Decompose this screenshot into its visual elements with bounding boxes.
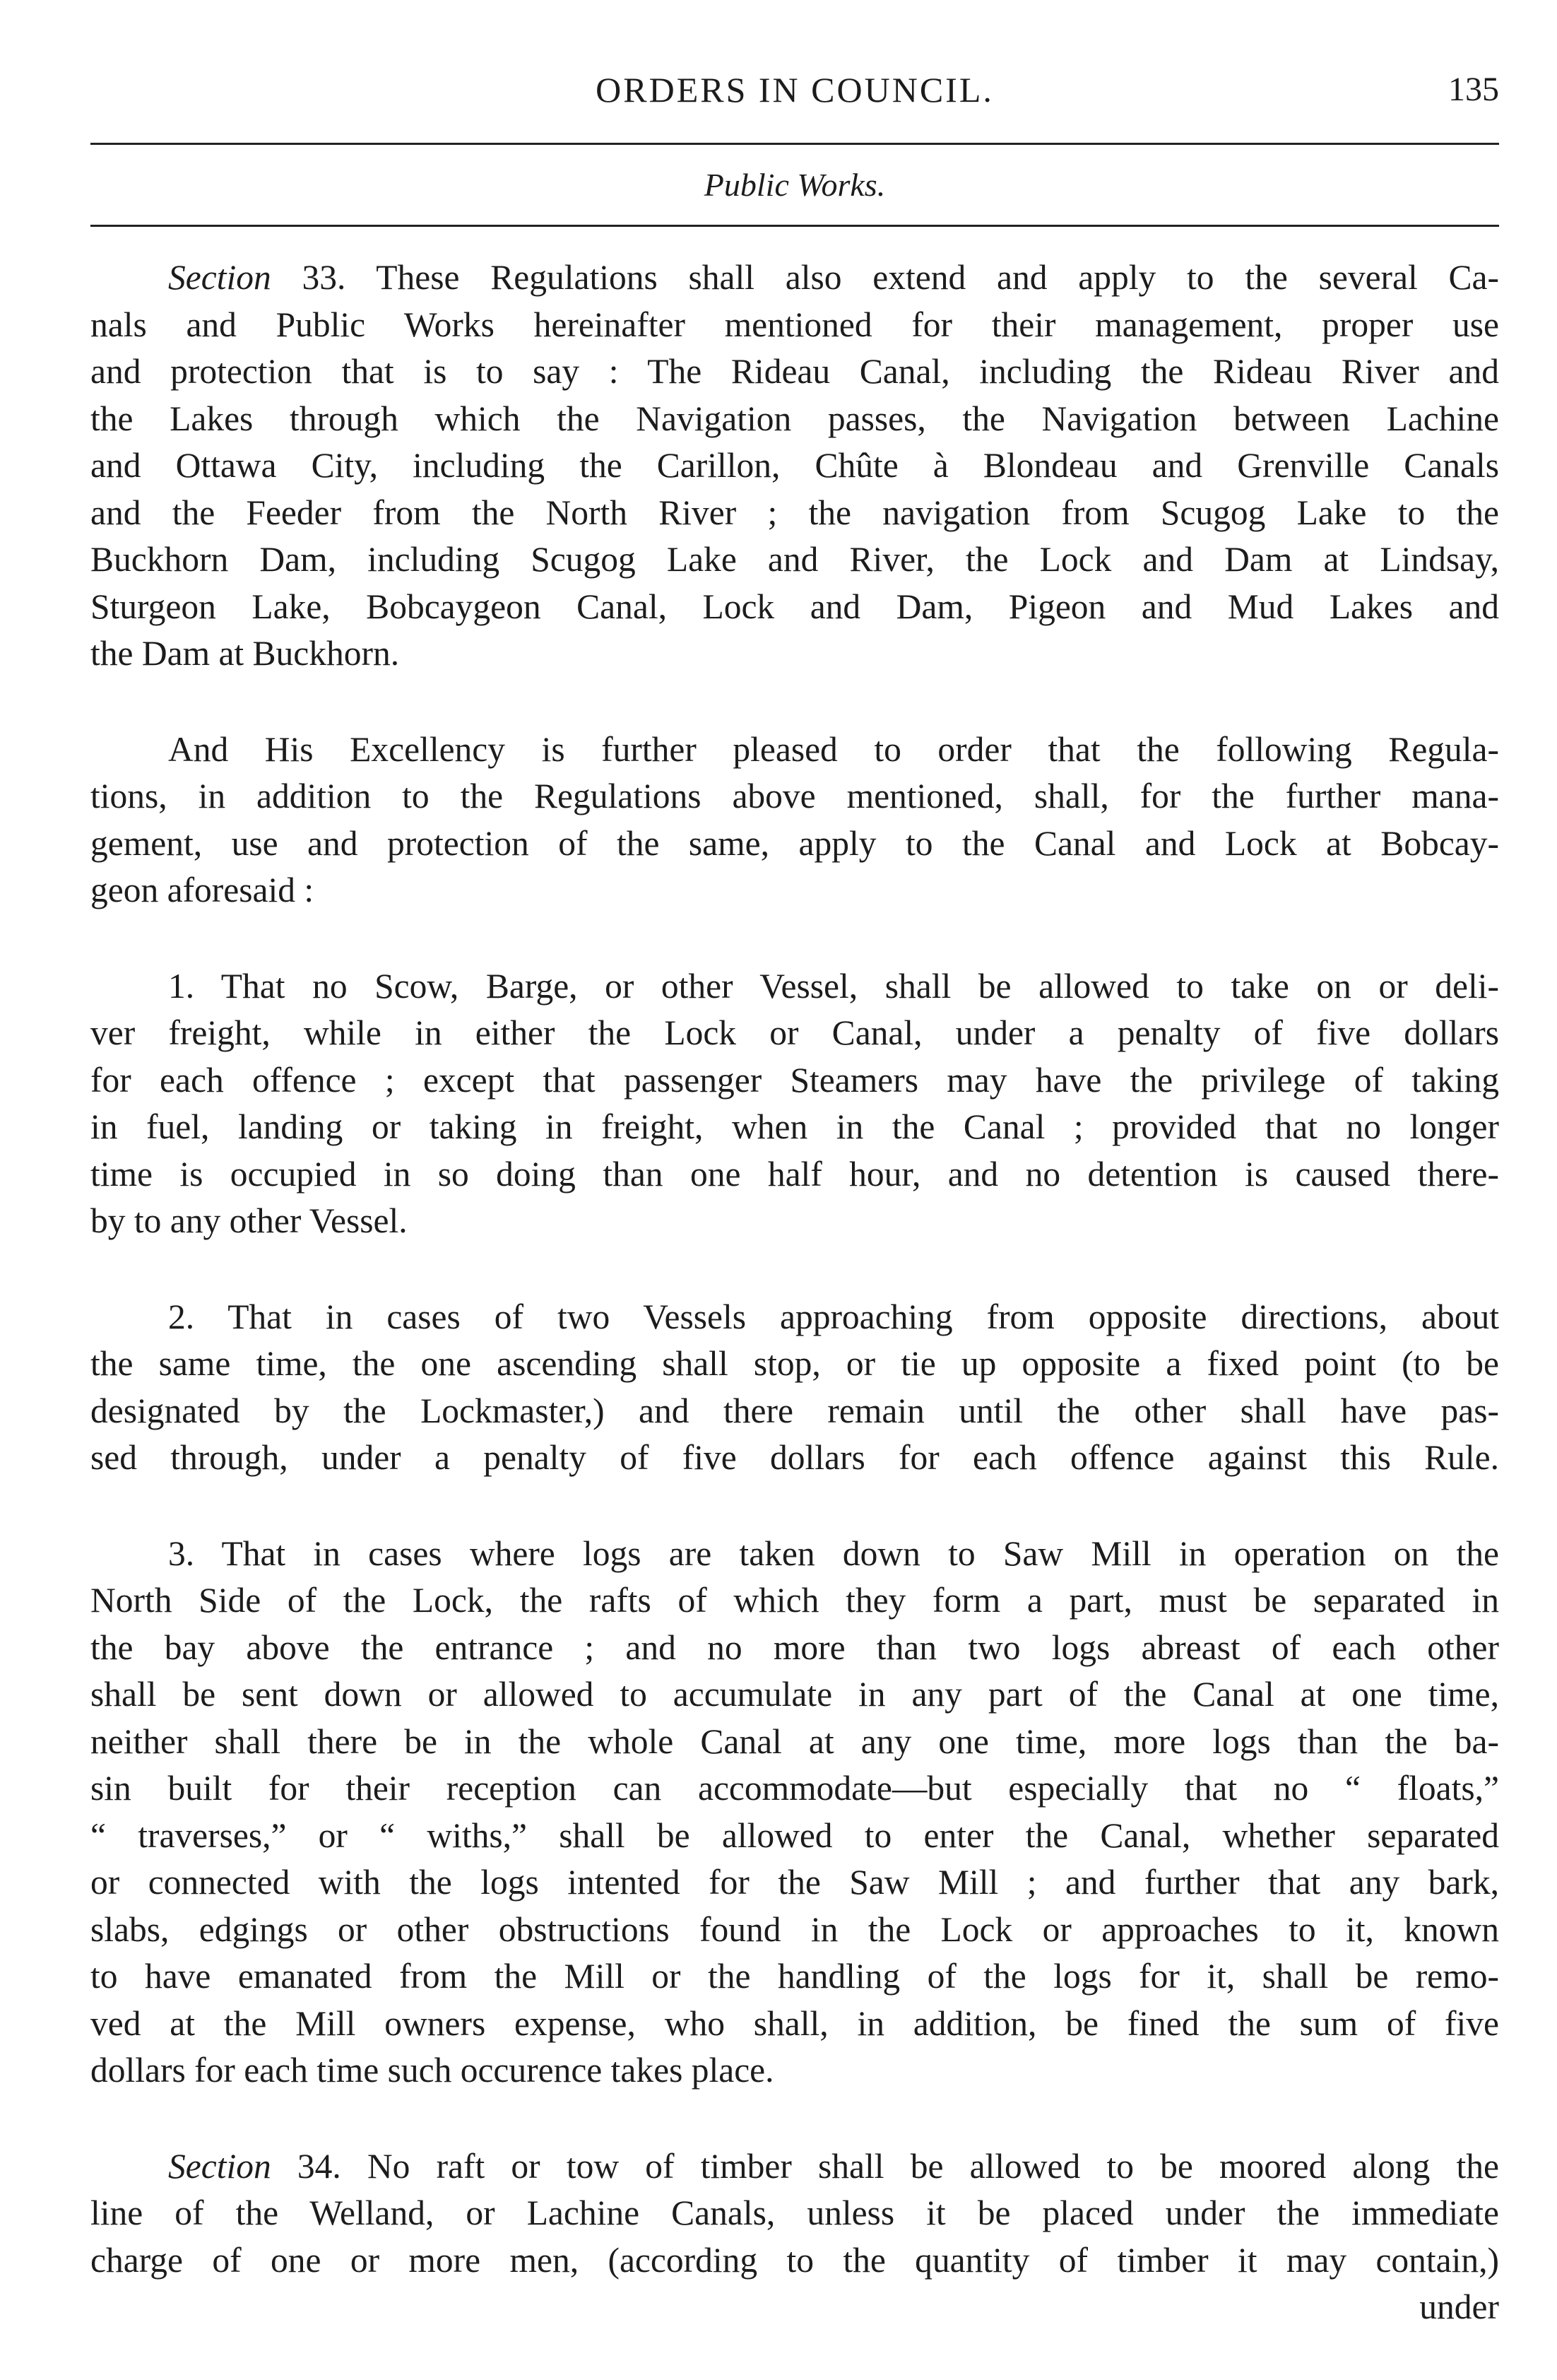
text-line: by to any other Vessel.: [90, 1201, 408, 1240]
paragraph-rule-3: [90, 1531, 1499, 2095]
paragraph-section-33: [90, 254, 1499, 678]
text-line: in fuel, landing or taking in freight, when in the Canal ; provided that no longer: [90, 1107, 1499, 1146]
text-line: 1. That no Scow, Barge, or other Vessel, shall be allowed to take on or deli-: [168, 966, 1499, 1006]
text-line: geon aforesaid :: [90, 871, 314, 909]
text-line: sed through, under a penalty of five dollars for each offence against this Rule.: [90, 1438, 1499, 1477]
running-title: ORDERS IN COUNCIL.: [596, 70, 994, 110]
text-line: 2. That in cases of two Vessels approaching from opposite directions, about: [168, 1297, 1499, 1336]
text-line: for each offence ; except that passenger Steamers may have the privilege of taking: [90, 1060, 1499, 1100]
section-label: Section: [168, 2146, 271, 2186]
text-line: sin built for their reception can accommodate—but especially that no “ floats,”: [90, 1769, 1499, 1808]
text-line: designated by the Lockmaster,) and there remain until the other shall have pas-: [90, 1391, 1499, 1430]
text-line: the same time, the one ascending shall stop, or tie up opposite a fixed point (to be: [90, 1344, 1499, 1383]
text-line: Sturgeon Lake, Bobcaygeon Canal, Lock and Dam, Pigeon and Mud Lakes and: [90, 587, 1499, 626]
paragraph-section-34: [90, 2143, 1499, 2331]
header-rule-bottom: [90, 225, 1499, 227]
text-line: dollars for each time such occurence takes place.: [90, 2051, 774, 2090]
section-label: Section: [168, 258, 271, 297]
page-number: 135: [1448, 71, 1499, 108]
text-line: neither shall there be in the whole Canal at any one time, more logs than the ba-: [90, 1721, 1499, 1761]
paragraph-order: [90, 726, 1499, 914]
header-rule-top: [90, 143, 1499, 145]
text-line: slabs, edgings or other obstructions found in the Lock or approaches to it, known: [90, 1909, 1499, 1949]
text-line: ved at the Mill owners expense, who shall, in addition, be fined the sum of five: [90, 2003, 1499, 2043]
section-heading: Public Works.: [704, 167, 886, 203]
text-line: and the Feeder from the North River ; the navigation from Scugog Lake to the: [90, 493, 1499, 532]
paragraph-rule-2: [90, 1294, 1499, 1482]
text-line: ver freight, while in either the Lock or Canal, under a penalty of five dollars: [90, 1013, 1499, 1052]
text-line: And His Excellency is further pleased to order that the following Regula-: [168, 729, 1499, 769]
text-line: charge of one or more men, (according to the quantity of timber it may contain,): [90, 2240, 1499, 2280]
text-line: gement, use and protection of the same, apply to the Canal and Lock at Bobcay-: [90, 823, 1499, 863]
text-line: and protection that is to say : The Rideau Canal, including the Rideau River and: [90, 352, 1499, 391]
catchword: under: [1419, 2287, 1499, 2326]
text-line: Section 34. No raft or tow of timber shall be allowed to be moored along the: [168, 2146, 1499, 2186]
text-line: “ traverses,” or “ withs,” shall be allowed to enter the Canal, whether separated: [90, 1815, 1499, 1855]
text-line: or connected with the logs intented for the Saw Mill ; and further that any bark,: [90, 1863, 1499, 1902]
text-line: Section 33. These Regulations shall also extend and apply to the several Ca-: [168, 258, 1499, 297]
text-line: nals and Public Works hereinafter mentioned for their management, proper use: [90, 305, 1499, 344]
running-head: [90, 65, 1499, 114]
text-line: North Side of the Lock, the rafts of which they form a part, must be separated in: [90, 1581, 1499, 1620]
text-line: to have emanated from the Mill or the handling of the logs for it, shall be remo-: [90, 1957, 1499, 1996]
text-line: tions, in addition to the Regulations above mentioned, shall, for the further mana-: [90, 777, 1499, 815]
text-line: the Lakes through which the Navigation passes, the Navigation between Lachine: [90, 399, 1499, 438]
text-line: Buckhorn Dam, including Scugog Lake and River, the Lock and Dam at Lindsay,: [90, 540, 1499, 579]
text-line: shall be sent down or allowed to accumulate in any part of the Canal at one time,: [90, 1675, 1499, 1714]
text-line: line of the Welland, or Lachine Canals, unless it be placed under the immediate: [90, 2193, 1499, 2232]
text-line: the Dam at Buckhorn.: [90, 634, 400, 673]
text-line: and Ottawa City, including the Carillon, Chûte à Blondeau and Grenville Canals: [90, 446, 1499, 485]
text-line: the bay above the entrance ; and no more than two logs abreast of each other: [90, 1627, 1499, 1667]
body-text: [90, 254, 1499, 2380]
text-line: 3. That in cases where logs are taken down to Saw Mill in operation on the: [168, 1533, 1499, 1573]
text-line: time is occupied in so doing than one half hour, and no detention is caused there-: [90, 1154, 1499, 1194]
paragraph-rule-1: [90, 963, 1499, 1245]
